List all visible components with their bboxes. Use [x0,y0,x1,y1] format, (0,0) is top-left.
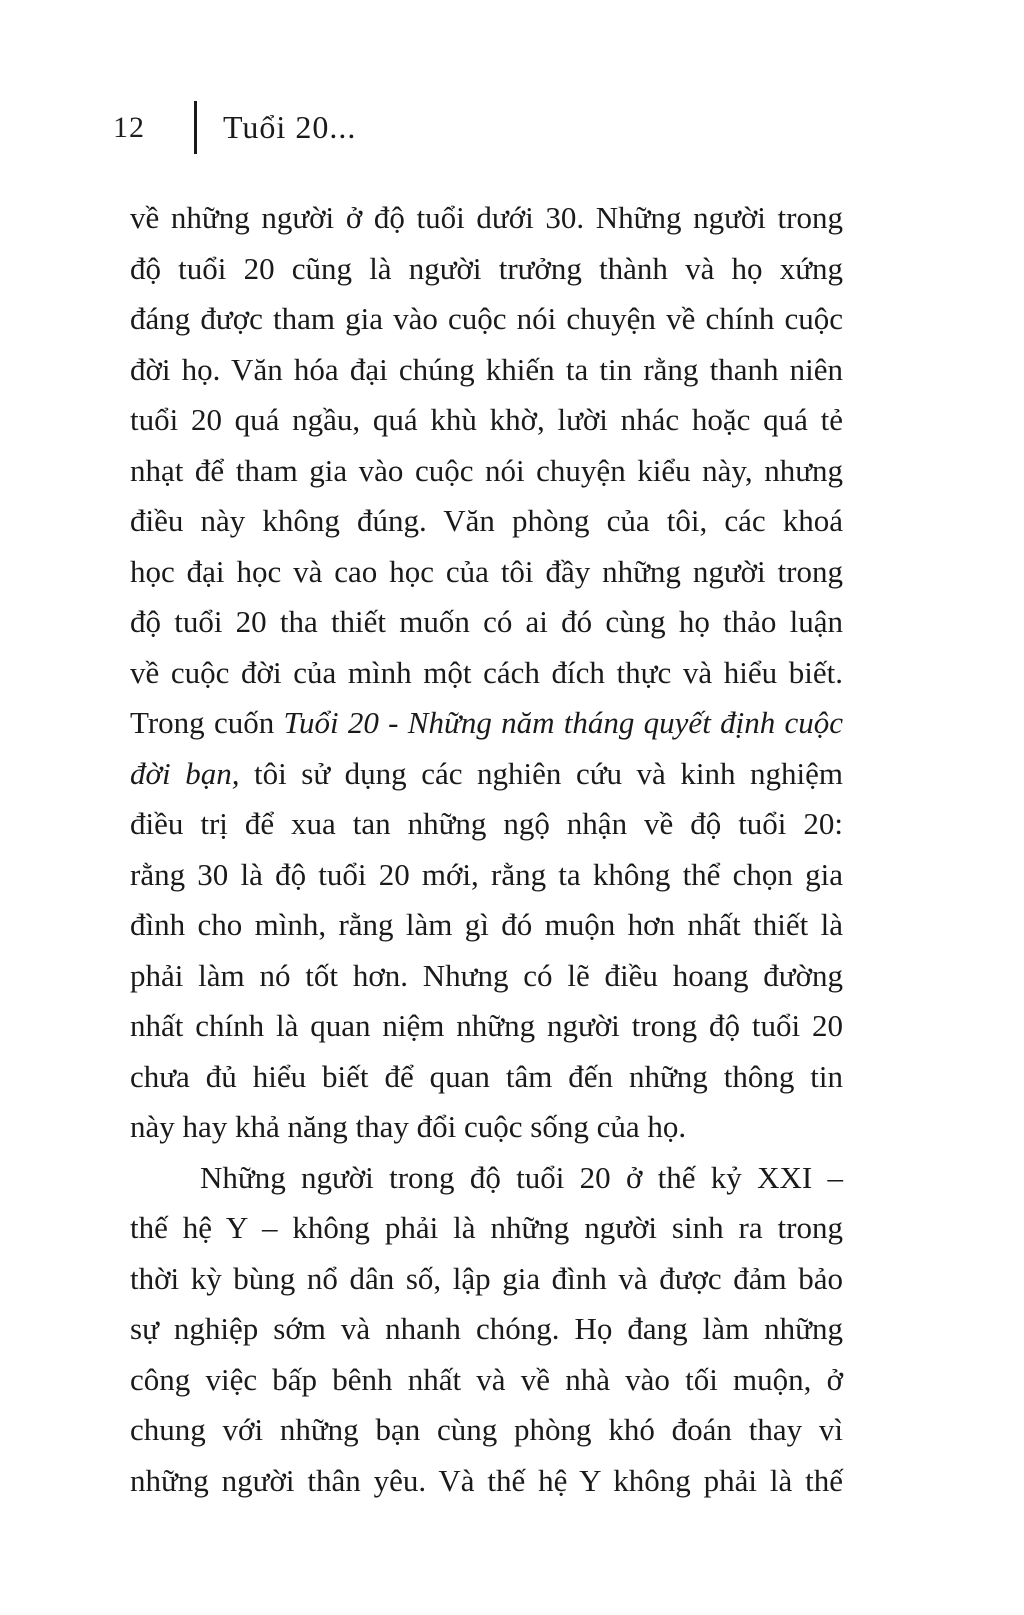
text-segment: tôi sử dụng các nghiên cứu và kinh nghiệm [239,755,843,791]
text-line [130,597,843,648]
text-line [130,496,843,547]
text-line [130,1203,843,1254]
text-line [130,749,843,800]
text-line [130,294,843,345]
text-line [130,547,843,598]
text-segment: học đại học và cao học của tôi đầy những người trong [130,553,843,589]
text-segment: độ tuổi 20 cũng là người trưởng thành và họ xứng [130,250,843,286]
text-segment: đời họ. Văn hóa đại chúng khiến ta tin rằng thanh niên [130,351,843,387]
header-divider-bar [194,101,197,154]
text-line [130,193,843,244]
text-line [130,1456,843,1507]
text-line [130,1001,843,1052]
text-line [130,446,843,497]
text-line [130,1153,843,1204]
page-body [130,193,843,1506]
text-segment: những người thân yêu. Và thế hệ Y không phải là thế [130,1462,843,1498]
text-line [130,850,843,901]
text-segment: điều trị để xua tan những ngộ nhận về độ tuổi 20: [130,806,843,841]
text-line [130,1254,843,1305]
text-segment: chưa đủ hiểu biết để quan tâm đến những thông tin [130,1058,843,1094]
text-segment: sự nghiệp sớm và nhanh chóng. Họ đang làm những [130,1311,843,1346]
text-line [130,1355,843,1406]
text-line [130,698,843,749]
text-line [130,951,843,1002]
running-title: Tuổi 20... [223,109,357,145]
text-segment: thế hệ Y – không phải là những người sinh ra trong [130,1210,843,1245]
text-line [130,900,843,951]
text-segment: nhạt để tham gia vào cuộc nói chuyện kiểu này, nhưng [130,452,843,488]
text-segment: đình cho mình, rằng làm gì đó muộn hơn nhất thiết là [130,907,843,942]
text-segment: về cuộc đời của mình một cách đích thực và hiểu biết. [130,654,843,690]
text-line [130,799,843,850]
text-segment: đáng được tham gia vào cuộc nói chuyện về chính cuộc [130,301,843,336]
text-line [130,1405,843,1456]
text-segment: về những người ở độ tuổi dưới 30. Những người trong [130,200,843,235]
text-segment: chung với những bạn cùng phòng khó đoán thay vì [130,1412,843,1447]
text-line [130,1102,843,1153]
text-segment: phải làm nó tốt hơn. Nhưng có lẽ điều hoang đường [130,957,843,993]
text-segment: tuổi 20 quá ngầu, quá khù khờ, lười nhác hoặc quá tẻ [130,402,843,437]
page-number: 12 [113,110,145,144]
text-segment: rằng 30 là độ tuổi 20 mới, rằng ta không thể chọn gia [130,856,843,892]
text-segment: thời kỳ bùng nổ dân số, lập gia đình và được đảm bảo [130,1260,843,1296]
text-line [130,1304,843,1355]
text-line [130,1052,843,1103]
italic-text-segment: Tuổi 20 - Những năm tháng quyết định cuộc [283,705,843,740]
text-line [130,345,843,396]
text-segment: công việc bấp bênh nhất và về nhà vào tối muộn, ở [130,1361,843,1397]
text-line [130,244,843,295]
text-line [130,648,843,699]
text-segment: độ tuổi 20 tha thiết muốn có ai đó cùng họ thảo luận [130,604,843,639]
italic-text-segment: đời bạn, [130,755,240,791]
text-segment: Những người trong độ tuổi 20 ở thế kỷ XXI – [200,1159,843,1195]
text-segment: nhất chính là quan niệm những người trong độ tuổi 20 [130,1008,843,1043]
text-segment: này hay khả năng thay đổi cuộc sống của họ. [130,1109,687,1144]
text-segment: điều này không đúng. Văn phòng của tôi, các khoá [130,503,843,538]
page-header [113,101,356,154]
text-segment: Trong cuốn [130,705,284,740]
text-line [130,395,843,446]
